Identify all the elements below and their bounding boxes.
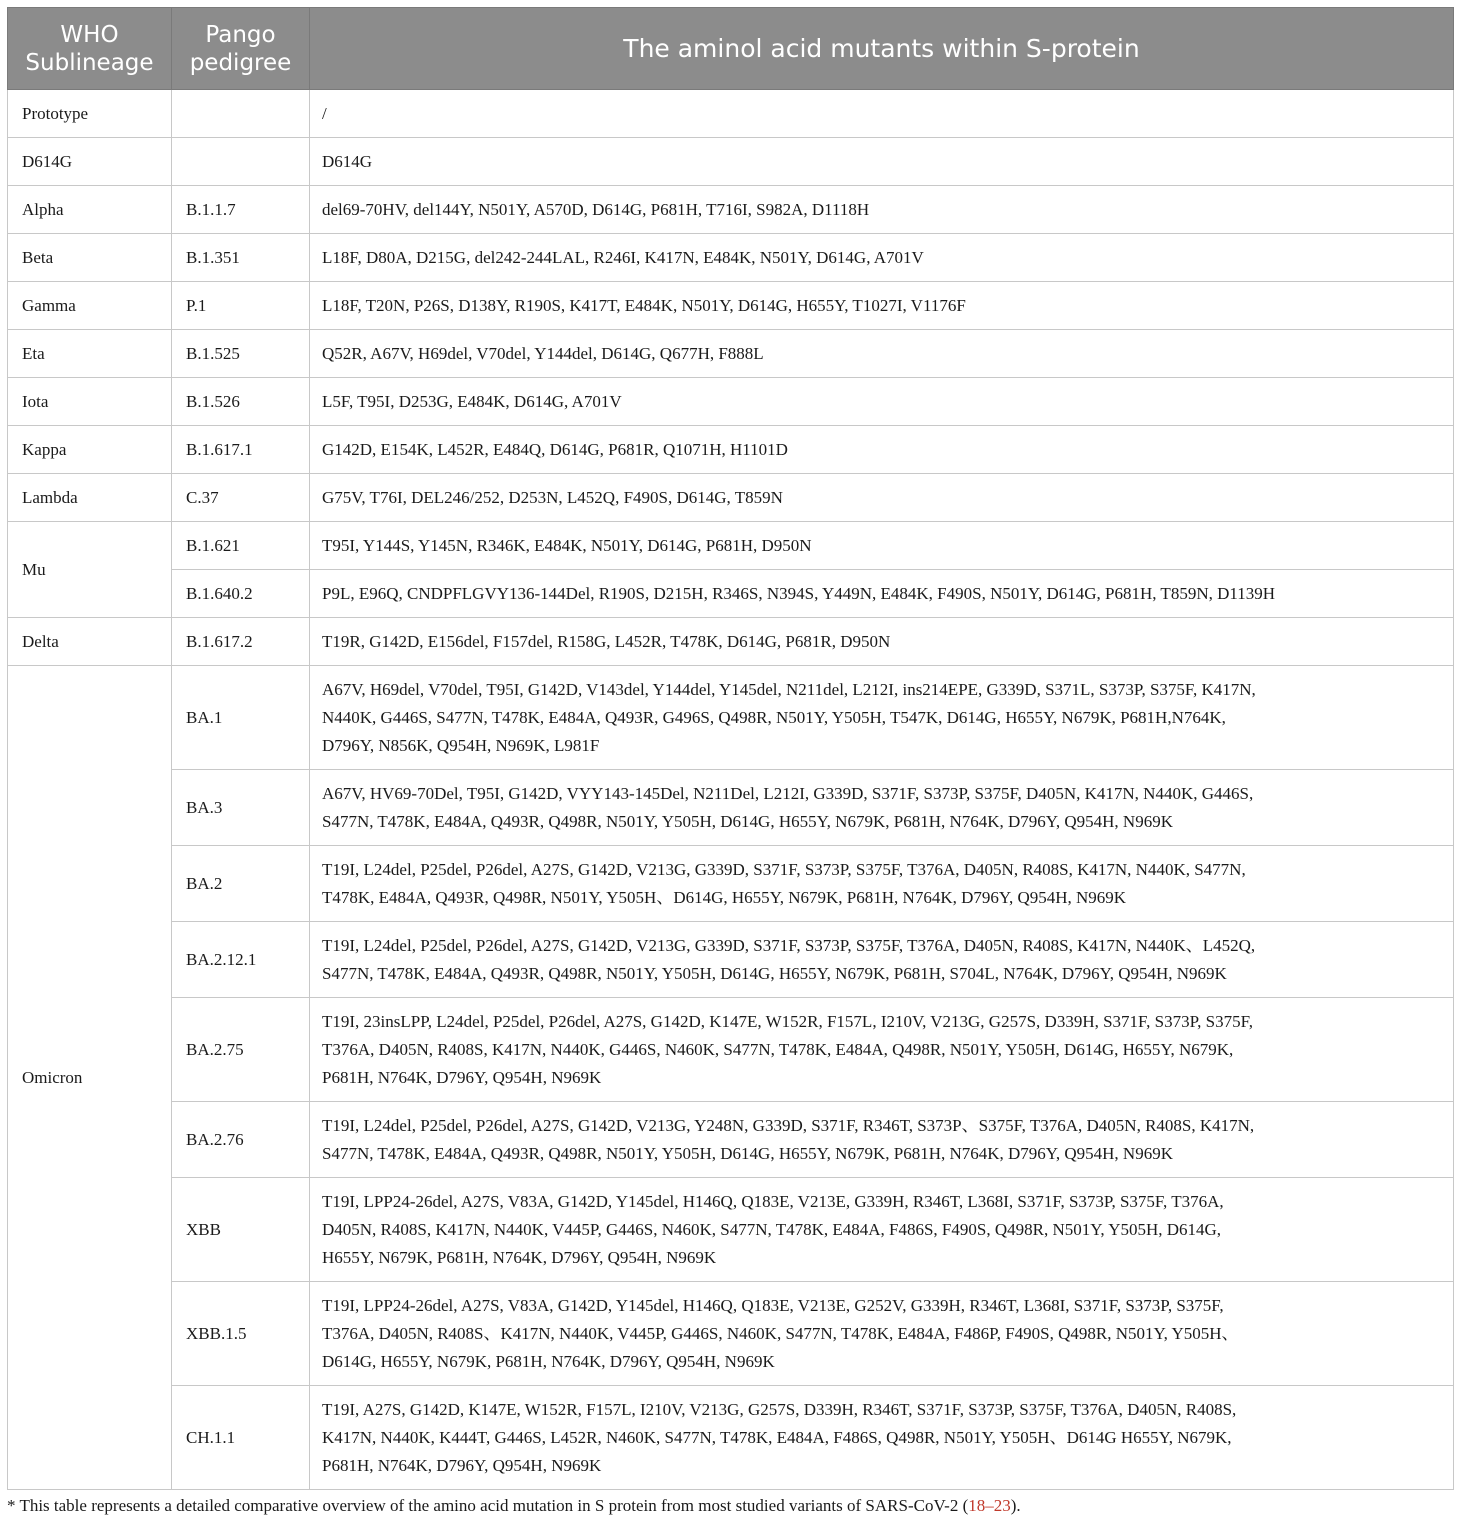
who-cell: Alpha <box>8 186 172 234</box>
pango-cell: B.1.526 <box>172 378 310 426</box>
table-container <box>7 7 1453 1490</box>
pango-cell: B.1.351 <box>172 234 310 282</box>
pango-cell: BA.2.76 <box>172 1102 310 1178</box>
mutants-cell: T19I, L24del, P25del, P26del, A27S, G142D, V213G, G339D, S371F, S373P, S375F, T376A, D405N, R408S, K417N, N440K、L452Q, S477N, T478K, E484A, Q493R, Q498R, N501Y, Y505H, D614G, H655Y, N679K, P681H, S704L, N764K, D796Y, Q954H, N969K <box>310 922 1454 998</box>
who-cell: Gamma <box>8 282 172 330</box>
table-row <box>8 1386 1454 1490</box>
table-row <box>8 378 1454 426</box>
pango-cell: P.1 <box>172 282 310 330</box>
pango-cell: BA.2.12.1 <box>172 922 310 998</box>
pango-cell: BA.2.75 <box>172 998 310 1102</box>
who-cell-omicron: Omicron <box>8 666 172 1490</box>
who-cell: Iota <box>8 378 172 426</box>
mutants-cell: T19I, L24del, P25del, P26del, A27S, G142D, V213G, G339D, S371F, S373P, S375F, T376A, D405N, R408S, K417N, N440K, S477N, T478K, E484A, Q493R, Q498R, N501Y, Y505H、D614G, H655Y, N679K, P681H, N764K, D796Y, Q954H, N969K <box>310 846 1454 922</box>
header-pango-pedigree: Pango pedigree <box>172 8 310 90</box>
mutants-cell: T19I, 23insLPP, L24del, P25del, P26del, A27S, G142D, K147E, W152R, F157L, I210V, V213G, G257S, D339H, S371F, S373P, S375F, T376A, D405N, R408S, K417N, N440K, G446S, N460K, S477N, T478K, E484A, Q498R, N501Y, Y505H, D614G, H655Y, N679K, P681H, N764K, D796Y, Q954H, N969K <box>310 998 1454 1102</box>
table-row <box>8 1178 1454 1282</box>
table-row <box>8 282 1454 330</box>
header-who-sublineage: WHO Sublineage <box>8 8 172 90</box>
table-row <box>8 666 1454 770</box>
pango-cell: B.1.617.2 <box>172 618 310 666</box>
mutants-cell: T19I, LPP24-26del, A27S, V83A, G142D, Y145del, H146Q, Q183E, V213E, G339H, R346T, L368I, S371F, S373P, S375F, T376A, D405N, R408S, K417N, N440K, V445P, G446S, N460K, S477N, T478K, E484A, F486S, F490S, Q498R, N501Y, Y505H, D614G, H655Y, N679K, P681H, N764K, D796Y, Q954H, N969K <box>310 1178 1454 1282</box>
pango-cell <box>172 138 310 186</box>
pango-cell: XBB.1.5 <box>172 1282 310 1386</box>
mutants-cell: P9L, E96Q, CNDPFLGVY136-144Del, R190S, D215H, R346S, N394S, Y449N, E484K, F490S, N501Y, D614G, P681H, T859N, D1139H <box>310 570 1454 618</box>
mutants-cell: T19R, G142D, E156del, F157del, R158G, L452R, T478K, D614G, P681R, D950N <box>310 618 1454 666</box>
mutation-table <box>7 7 1454 1490</box>
table-row <box>8 922 1454 998</box>
pango-cell: C.37 <box>172 474 310 522</box>
mutants-cell: G75V, T76I, DEL246/252, D253N, L452Q, F490S, D614G, T859N <box>310 474 1454 522</box>
table-row <box>8 138 1454 186</box>
reference-link[interactable]: 18–23 <box>968 1496 1011 1515</box>
pango-cell: XBB <box>172 1178 310 1282</box>
table-row <box>8 426 1454 474</box>
pango-cell: B.1.617.1 <box>172 426 310 474</box>
mutants-cell: T19I, L24del, P25del, P26del, A27S, G142D, V213G, Y248N, G339D, S371F, R346T, S373P、S375F, T376A, D405N, R408S, K417N, S477N, T478K, E484A, Q493R, Q498R, N501Y, Y505H, D614G, H655Y, N679K, P681H, N764K, D796Y, Q954H, N969K <box>310 1102 1454 1178</box>
mutants-cell: A67V, H69del, V70del, T95I, G142D, V143del, Y144del, Y145del, N211del, L212I, ins214EPE, G339D, S371L, S373P, S375F, K417N, N440K, G446S, S477N, T478K, E484A, Q493R, G496S, Q498R, N501Y, Y505H, T547K, D614G, H655Y, N679K, P681H,N764K, D796Y, N856K, Q954H, N969K, L981F <box>310 666 1454 770</box>
pango-cell: BA.3 <box>172 770 310 846</box>
mutants-cell: L5F, T95I, D253G, E484K, D614G, A701V <box>310 378 1454 426</box>
who-cell: Delta <box>8 618 172 666</box>
who-cell: Kappa <box>8 426 172 474</box>
table-row <box>8 90 1454 138</box>
pango-cell: B.1.1.7 <box>172 186 310 234</box>
pango-cell: BA.1 <box>172 666 310 770</box>
who-cell-mu: Mu <box>8 522 172 618</box>
mutants-cell: G142D, E154K, L452R, E484Q, D614G, P681R, Q1071H, H1101D <box>310 426 1454 474</box>
who-cell: Eta <box>8 330 172 378</box>
table-row <box>8 846 1454 922</box>
header-row <box>8 8 1454 90</box>
table-row <box>8 474 1454 522</box>
table-row <box>8 330 1454 378</box>
table-row <box>8 770 1454 846</box>
table-row <box>8 186 1454 234</box>
table-row <box>8 618 1454 666</box>
table-row <box>8 234 1454 282</box>
mutants-cell: T19I, LPP24-26del, A27S, V83A, G142D, Y145del, H146Q, Q183E, V213E, G252V, G339H, R346T, L368I, S371F, S373P, S375F, T376A, D405N, R408S、K417N, N440K, V445P, G446S, N460K, S477N, T478K, E484A, F486P, F490S, Q498R, N501Y, Y505H、 D614G, H655Y, N679K, P681H, N764K, D796Y, Q954H, N969K <box>310 1282 1454 1386</box>
table-row <box>8 998 1454 1102</box>
mutants-cell: A67V, HV69-70Del, T95I, G142D, VYY143-145Del, N211Del, L212I, G339D, S371F, S373P, S375F, D405N, K417N, N440K, G446S, S477N, T478K, E484A, Q493R, Q498R, N501Y, Y505H, D614G, H655Y, N679K, P681H, N764K, D796Y, Q954H, N969K <box>310 770 1454 846</box>
mutants-cell: T19I, A27S, G142D, K147E, W152R, F157L, I210V, V213G, G257S, D339H, R346T, S371F, S373P, S375F, T376A, D405N, R408S, K417N, N440K, K444T, G446S, L452R, N460K, S477N, T478K, E484A, F486S, Q498R, N501Y, Y505H、D614G H655Y, N679K, P681H, N764K, D796Y, Q954H, N969K <box>310 1386 1454 1490</box>
who-cell: Beta <box>8 234 172 282</box>
mutants-cell: L18F, T20N, P26S, D138Y, R190S, K417T, E484K, N501Y, D614G, H655Y, T1027I, V1176F <box>310 282 1454 330</box>
table-row <box>8 570 1454 618</box>
header-mutants: The aminol acid mutants within S-protein <box>310 8 1454 90</box>
mutants-cell: del69-70HV, del144Y, N501Y, A570D, D614G, P681H, T716I, S982A, D1118H <box>310 186 1454 234</box>
pango-cell: BA.2 <box>172 846 310 922</box>
pango-cell: CH.1.1 <box>172 1386 310 1490</box>
table-row <box>8 1282 1454 1386</box>
table-row <box>8 1102 1454 1178</box>
pango-cell: B.1.621 <box>172 522 310 570</box>
table-row <box>8 522 1454 570</box>
mutants-cell: Q52R, A67V, H69del, V70del, Y144del, D614G, Q677H, F888L <box>310 330 1454 378</box>
who-cell: Prototype <box>8 90 172 138</box>
who-cell: Lambda <box>8 474 172 522</box>
who-cell: D614G <box>8 138 172 186</box>
mutants-cell: T95I, Y144S, Y145N, R346K, E484K, N501Y, D614G, P681H, D950N <box>310 522 1454 570</box>
pango-cell: B.1.525 <box>172 330 310 378</box>
mutants-cell: / <box>310 90 1454 138</box>
table-footnote: * This table represents a detailed comparative overview of the amino acid mutation in S protein from most studied variants of SARS-CoV-2 (18–23). <box>7 1496 1021 1515</box>
pango-cell: B.1.640.2 <box>172 570 310 618</box>
pango-cell <box>172 90 310 138</box>
mutants-cell: D614G <box>310 138 1454 186</box>
mutants-cell: L18F, D80A, D215G, del242-244LAL, R246I, K417N, E484K, N501Y, D614G, A701V <box>310 234 1454 282</box>
